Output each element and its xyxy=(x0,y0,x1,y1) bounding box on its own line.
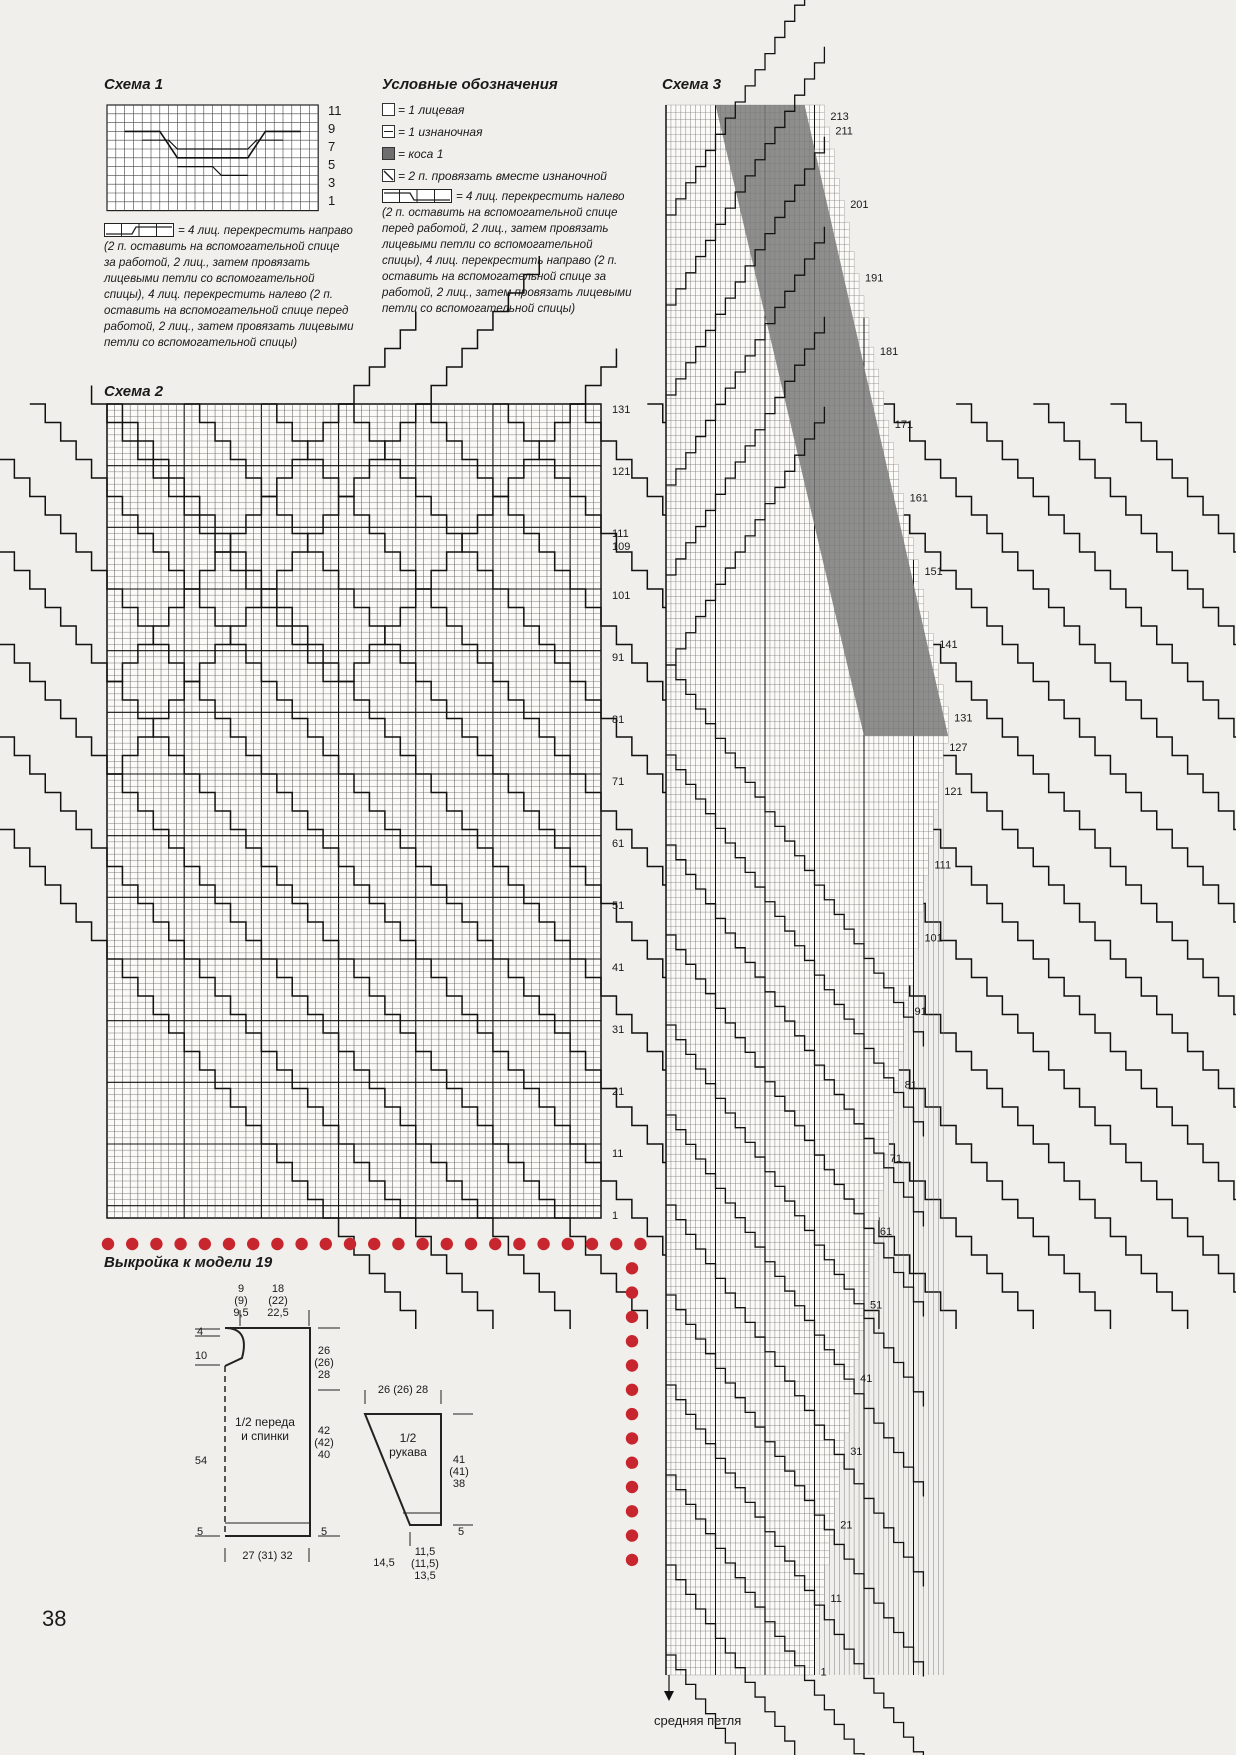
dim-value: (41) xyxy=(446,1466,472,1478)
divider-dot xyxy=(562,1238,574,1250)
scheme3-row-label: 213 xyxy=(830,111,848,123)
body-left-54: 54 xyxy=(192,1455,210,1467)
scheme3-row-label: 127 xyxy=(949,742,967,754)
sleeve-label-line: 1/2 xyxy=(378,1431,438,1445)
scheme3-row-label: 11 xyxy=(830,1593,841,1605)
divider-dot xyxy=(392,1238,404,1250)
divider-dot xyxy=(223,1238,235,1250)
pattern-title: Выкройка к модели 19 xyxy=(104,1254,272,1271)
scheme1-chart xyxy=(107,105,319,211)
scheme2-title: Схема 2 xyxy=(104,383,163,400)
legend-text: = коса 1 xyxy=(398,147,443,161)
dim-value: 13,5 xyxy=(407,1570,443,1582)
scheme3-row-label: 151 xyxy=(924,566,942,578)
divider-dot xyxy=(626,1529,638,1541)
scheme2-row-label: 111 xyxy=(612,528,629,540)
scheme3-row-label: 101 xyxy=(924,933,942,945)
purl-symbol xyxy=(382,125,395,138)
body-label xyxy=(225,1415,305,1443)
divider-dot xyxy=(586,1238,598,1250)
scheme2-row-label: 21 xyxy=(612,1086,624,1098)
scheme2-row-label: 41 xyxy=(612,962,624,974)
scheme3-row-label: 91 xyxy=(915,1006,927,1018)
legend-text: = 2 п. провязать вместе изнаночной xyxy=(398,169,607,183)
divider-dot xyxy=(150,1238,162,1250)
legend-item-p2tog xyxy=(382,169,607,183)
legend-text: = 1 изнаночная xyxy=(398,125,483,139)
scheme3-row-label: 41 xyxy=(860,1373,872,1385)
scheme3-row-label: 51 xyxy=(870,1300,882,1312)
dim-value: (26) xyxy=(312,1357,336,1369)
divider-dot xyxy=(537,1238,549,1250)
scheme3-row-label: 181 xyxy=(880,346,898,358)
scheme1-row-label: 3 xyxy=(328,175,348,193)
dim-value: (11,5) xyxy=(407,1558,443,1570)
divider-dot xyxy=(626,1359,638,1371)
legend-cross-note: = 4 лиц. перекрестить налево (2 п. оставить на вспомогательной спице перед работой, 2 лиц., затем провязать лицевыми петли со вспомогательной спицы), 4 лиц. перекрестить направо (2 п. оставить на вспомогательной спице за работой, 2 лиц., затем провязать лицевыми петли со вспомогательной спицы) xyxy=(382,189,632,317)
sleeve-bottom-right-dim xyxy=(407,1546,443,1582)
divider-dot xyxy=(626,1384,638,1396)
dim-value: 18 xyxy=(262,1283,294,1295)
dim-value: (9) xyxy=(226,1295,256,1307)
scheme3-row-label: 201 xyxy=(850,199,868,211)
body-left-5: 5 xyxy=(192,1526,208,1538)
scheme2-row-label: 101 xyxy=(612,590,630,602)
legend-item-purl xyxy=(382,125,483,139)
divider-dot xyxy=(626,1481,638,1493)
scheme3-row-label: 161 xyxy=(910,493,928,505)
scheme1-row-label: 11 xyxy=(328,103,348,121)
divider-dot xyxy=(199,1238,211,1250)
cable-symbol xyxy=(382,147,395,160)
scheme3-row-label: 121 xyxy=(944,786,962,798)
scheme1-title: Схема 1 xyxy=(104,76,163,93)
scheme3-row-label: 81 xyxy=(905,1079,917,1091)
legend-text: = 1 лицевая xyxy=(398,103,464,117)
dim-value: 11,5 xyxy=(407,1546,443,1558)
scheme3-row-label: 111 xyxy=(934,859,951,871)
scheme1-row-label: 5 xyxy=(328,157,348,175)
scheme1-row-labels xyxy=(328,103,348,211)
divider-dot xyxy=(513,1238,525,1250)
body-label-line: 1/2 переда xyxy=(225,1415,305,1429)
dim-value: 9,5 xyxy=(226,1307,256,1319)
scheme3-row-label: 171 xyxy=(895,419,913,431)
divider-dot xyxy=(626,1311,638,1323)
divider-dot xyxy=(634,1238,646,1250)
middle-stitch-text: средняя петля xyxy=(654,1713,741,1728)
divider-dot xyxy=(271,1238,283,1250)
divider-dot xyxy=(247,1238,259,1250)
sleeve-top-dim: 26 (26) 28 xyxy=(368,1384,438,1396)
body-bottom-dim: 27 (31) 32 xyxy=(225,1550,310,1562)
divider-dot xyxy=(174,1238,186,1250)
divider-dot xyxy=(465,1238,477,1250)
scheme1-note: = 4 лиц. перекрестить направо (2 п. оставить на вспомогательной спице за работой, 2 лиц., затем провязать лицевыми петли со вспомогательной спицы), 4 лиц. перекрестить налево (2 п. оставить на вспомогательной спице перед работой, 2 лиц., затем провязать лицевыми петли со вспомогательной спицы) xyxy=(104,223,354,351)
divider-dot xyxy=(368,1238,380,1250)
scheme3-row-label: 191 xyxy=(865,272,883,284)
divider-dot xyxy=(320,1238,332,1250)
scheme3-row-label: 71 xyxy=(890,1153,902,1165)
dim-value: (22) xyxy=(262,1295,294,1307)
divider-dot xyxy=(626,1554,638,1566)
dim-value: 26 xyxy=(312,1345,336,1357)
divider-dot xyxy=(626,1457,638,1469)
scheme2-row-label: 121 xyxy=(612,466,630,478)
divider-dot xyxy=(626,1432,638,1444)
knit-symbol xyxy=(382,103,395,116)
scheme2-row-label: 81 xyxy=(612,714,624,726)
scheme3-row-label: 31 xyxy=(850,1446,862,1458)
page-number: 38 xyxy=(42,1606,66,1632)
divider-dot xyxy=(626,1286,638,1298)
legend-title: Условные обозначения xyxy=(382,76,558,93)
divider-dot xyxy=(626,1335,638,1347)
scheme3-row-label: 21 xyxy=(840,1520,852,1532)
legend-item-knit xyxy=(382,103,464,117)
scheme2-row-label: 31 xyxy=(612,1024,624,1036)
scheme3-row-label: 61 xyxy=(880,1226,892,1238)
legend-item-cable xyxy=(382,147,443,161)
body-right-lower-dim xyxy=(312,1425,336,1461)
scheme3-row-label: 1 xyxy=(821,1666,827,1678)
dim-value: 41 xyxy=(446,1454,472,1466)
divider-dot xyxy=(441,1238,453,1250)
scheme2-row-label: 11 xyxy=(612,1148,623,1160)
dim-value: 42 xyxy=(312,1425,336,1437)
divider-dot xyxy=(610,1238,622,1250)
divider-dot xyxy=(626,1408,638,1420)
dim-value: 40 xyxy=(312,1449,336,1461)
scheme3-row-label: 141 xyxy=(939,639,957,651)
scheme2-row-label: 91 xyxy=(612,652,624,664)
p2tog-symbol xyxy=(382,169,395,182)
scheme2-row-label: 1 xyxy=(612,1210,618,1222)
sleeve-bottom-left-dim: 14,5 xyxy=(367,1557,401,1569)
sleeve-right-dim xyxy=(446,1454,472,1490)
divider-dot xyxy=(416,1238,428,1250)
body-left-10: 10 xyxy=(192,1350,210,1362)
scheme3-title: Схема 3 xyxy=(662,76,721,93)
divider-dot xyxy=(626,1262,638,1274)
sleeve-label-line: рукава xyxy=(378,1445,438,1459)
divider-dot xyxy=(489,1238,501,1250)
scheme1-row-label: 7 xyxy=(328,139,348,157)
scheme1-row-label: 9 xyxy=(328,121,348,139)
scheme2-row-label: 61 xyxy=(612,838,624,850)
scheme3-chart xyxy=(666,105,1206,1755)
dim-value: 28 xyxy=(312,1369,336,1381)
scheme2-row-label: 109 xyxy=(612,541,630,553)
divider-dot xyxy=(126,1238,138,1250)
dim-value: (42) xyxy=(312,1437,336,1449)
middle-stitch-arrowhead xyxy=(664,1691,674,1701)
scheme2-row-label: 131 xyxy=(612,404,630,416)
dim-value: 38 xyxy=(446,1478,472,1490)
dim-value: 22,5 xyxy=(262,1307,294,1319)
scheme3-row-label: 131 xyxy=(954,713,972,725)
body-top-left-dim xyxy=(226,1283,256,1319)
scheme1-row-label: 1 xyxy=(328,193,348,211)
divider-dot xyxy=(344,1238,356,1250)
scheme2-row-label: 51 xyxy=(612,900,624,912)
divider-dot xyxy=(626,1505,638,1517)
scheme3-row-label: 211 xyxy=(835,126,853,138)
scheme2-chart xyxy=(107,404,607,1224)
sleeve-label xyxy=(378,1431,438,1459)
scheme2-row-labels xyxy=(612,404,642,1224)
body-right-upper-dim xyxy=(312,1345,336,1381)
body-label-line: и спинки xyxy=(225,1429,305,1443)
body-left-4: 4 xyxy=(192,1326,208,1338)
divider-dot xyxy=(102,1238,114,1250)
body-top-right-dim xyxy=(262,1283,294,1319)
body-right-5: 5 xyxy=(316,1526,332,1538)
scheme2-row-label: 71 xyxy=(612,776,624,788)
divider-dot xyxy=(295,1238,307,1250)
sleeve-right-5: 5 xyxy=(453,1526,469,1538)
dim-value: 9 xyxy=(226,1283,256,1295)
